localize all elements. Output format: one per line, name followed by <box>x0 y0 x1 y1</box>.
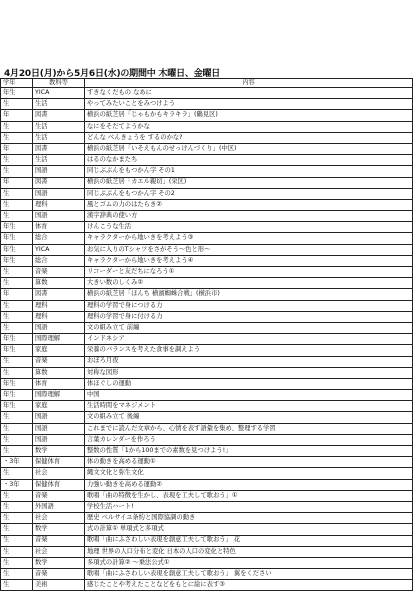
subject-cell: 理科 <box>33 199 85 210</box>
subject-cell: 音楽 <box>33 569 85 580</box>
grade-cell: 生 <box>1 412 33 423</box>
content-cell: リコーダーと友だちになろう① <box>85 267 413 278</box>
grade-cell: 生 <box>1 99 33 110</box>
content-cell: 理科の学習で身に付ける力 <box>85 311 413 322</box>
subject-cell: 国語 <box>33 211 85 222</box>
content-cell: 整数の性質「1から100までの素数を見つけよう!」 <box>85 446 413 457</box>
table-row <box>1 199 413 210</box>
table-row <box>1 423 413 434</box>
subject-cell: 理科 <box>33 300 85 311</box>
table-row <box>1 390 413 401</box>
grade-cell: 生 <box>1 155 33 166</box>
grade-cell: ・3年 <box>1 457 33 468</box>
grade-cell: 年生 <box>1 222 33 233</box>
content-cell: すきなくだもの なあに <box>85 88 413 99</box>
grade-cell: 年生 <box>1 233 33 244</box>
table-row <box>1 99 413 110</box>
table-row <box>1 535 413 546</box>
grade-cell: 年 <box>1 143 33 154</box>
table-row <box>1 412 413 423</box>
grade-cell: 年 <box>1 289 33 300</box>
content-cell: 学校生活ハート! <box>85 501 413 512</box>
content-cell: 同じぶぶんをもつかん字 その2 <box>85 188 413 199</box>
grade-cell: 生 <box>1 121 33 132</box>
subject-cell: 国語 <box>33 188 85 199</box>
table-row <box>1 569 413 580</box>
subject-cell: 保健体育 <box>33 457 85 468</box>
table-row <box>1 546 413 557</box>
subject-cell: 数学 <box>33 524 85 535</box>
table-row <box>1 166 413 177</box>
grade-cell: 生 <box>1 278 33 289</box>
content-cell: 体ほぐしの運動 <box>85 378 413 389</box>
grade-cell: 生 <box>1 322 33 333</box>
grade-cell: 年生 <box>1 390 33 401</box>
table-row <box>1 524 413 535</box>
table-row <box>1 278 413 289</box>
table-row <box>1 367 413 378</box>
period-heading: 4月20日(月)から5月6日(水)の期間中 木曜日、金曜日 <box>4 69 221 79</box>
grade-cell: 年生 <box>1 378 33 389</box>
subject-cell: 数学 <box>33 557 85 568</box>
content-cell: キャラクターから地いきを考えよう④ <box>85 255 413 266</box>
content-cell: おぼろ月夜 <box>85 356 413 367</box>
subject-cell: 生活 <box>33 155 85 166</box>
content-cell: 体の動きを高める運動① <box>85 457 413 468</box>
content-cell: 栄養のバランスを考えた食事を調えよう <box>85 345 413 356</box>
content-cell: 多項式の計算② ～乗法公式① <box>85 557 413 568</box>
table-row <box>1 513 413 524</box>
subject-cell: 算数 <box>33 367 85 378</box>
content-cell: けんこうな生活 <box>85 222 413 233</box>
content-cell: 同じぶぶんをもつかん字 その1 <box>85 166 413 177</box>
content-cell: 感じたことや考えたことなどをもとに絵に表す③ <box>85 580 413 591</box>
subject-cell: 社会 <box>33 546 85 557</box>
subject-cell: YICA <box>33 244 85 255</box>
table-row <box>1 143 413 154</box>
table-row <box>1 267 413 278</box>
grade-cell: 生 <box>1 267 33 278</box>
subject-cell: 生活 <box>33 132 85 143</box>
grade-cell: 年生 <box>1 88 33 99</box>
subject-cell: 生活 <box>33 121 85 132</box>
table-row <box>1 434 413 445</box>
table-row <box>1 132 413 143</box>
grade-column-header: 学年 <box>1 79 33 88</box>
content-cell: 地理 世界の人口分布と変化 日本の人口の変化と特色 <box>85 546 413 557</box>
grade-cell: 生 <box>1 524 33 535</box>
content-cell: 漢字辞典の使い方 <box>85 211 413 222</box>
schedule-rows <box>1 88 413 591</box>
subject-cell: 国際理解 <box>33 390 85 401</box>
schedule-table <box>0 78 413 591</box>
table-row <box>1 356 413 367</box>
grade-cell: 生 <box>1 546 33 557</box>
content-cell: なにをそだてようかな <box>85 121 413 132</box>
table-row <box>1 311 413 322</box>
table-row <box>1 322 413 333</box>
subject-cell: 外国語 <box>33 501 85 512</box>
table-row <box>1 110 413 121</box>
content-cell: 大きい数のしくみ② <box>85 278 413 289</box>
subject-cell: 国際理解 <box>33 334 85 345</box>
subject-cell: 国語 <box>33 412 85 423</box>
grade-cell: 生 <box>1 211 33 222</box>
content-cell: 式の計算① 単項式と多項式 <box>85 524 413 535</box>
content-cell: やってみたいことをみつけよう <box>85 99 413 110</box>
content-cell: 歌唱「曲にふさわしい表現を創意工夫して歌おう」 花 <box>85 535 413 546</box>
grade-cell: 年生 <box>1 334 33 345</box>
grade-cell: 年生 <box>1 244 33 255</box>
grade-cell: 生 <box>1 569 33 580</box>
content-cell: 対称な図形 <box>85 367 413 378</box>
grade-cell: 生 <box>1 468 33 479</box>
content-cell: 文の組み立て 後編 <box>85 412 413 423</box>
subject-cell: 家庭 <box>33 401 85 412</box>
table-row <box>1 490 413 501</box>
table-row <box>1 378 413 389</box>
content-cell: 風とゴムの力のはたらき② <box>85 199 413 210</box>
grade-cell: 生 <box>1 535 33 546</box>
subject-column-header: 教科等 <box>33 79 85 88</box>
content-cell: お気に入りのTシャツをさがそう～色と形～ <box>85 244 413 255</box>
subject-cell: 算数 <box>33 278 85 289</box>
content-cell: 理科の学習で身につける力 <box>85 300 413 311</box>
subject-cell: 音楽 <box>33 267 85 278</box>
table-row <box>1 468 413 479</box>
subject-cell: 体育 <box>33 378 85 389</box>
table-row <box>1 501 413 512</box>
grade-cell: 生 <box>1 434 33 445</box>
grade-cell: 生 <box>1 513 33 524</box>
content-cell: 横浜の紙芝居「ほんち 横濱蜘蛛合戦」(横浜市) <box>85 289 413 300</box>
subject-cell: 国語 <box>33 166 85 177</box>
table-row <box>1 121 413 132</box>
content-cell: インドネシア <box>85 334 413 345</box>
table-row <box>1 255 413 266</box>
subject-cell: 美術 <box>33 580 85 591</box>
grade-cell: ・3年 <box>1 479 33 490</box>
subject-cell: 総合 <box>33 233 85 244</box>
content-column-header: 内容 <box>85 79 413 88</box>
table-row <box>1 211 413 222</box>
subject-cell: 国語 <box>33 322 85 333</box>
grade-cell: 生 <box>1 166 33 177</box>
table-row <box>1 457 413 468</box>
subject-cell: 総合 <box>33 255 85 266</box>
table-row <box>1 244 413 255</box>
grade-cell: 年 <box>1 110 33 121</box>
table-row <box>1 401 413 412</box>
table-row <box>1 446 413 457</box>
table-row <box>1 222 413 233</box>
content-cell: 横浜の紙芝居「いそえもんのせっけんづくり」(中区) <box>85 143 413 154</box>
content-cell: 言葉カレンダーを作ろう <box>85 434 413 445</box>
content-cell: 縄文文化と弥生文化 <box>85 468 413 479</box>
subject-cell: 社会 <box>33 513 85 524</box>
table-row <box>1 334 413 345</box>
subject-cell: 国語 <box>33 434 85 445</box>
grade-cell: 生 <box>1 490 33 501</box>
content-cell: 生活時間をマネジメント <box>85 401 413 412</box>
grade-cell: 生 <box>1 446 33 457</box>
grade-cell: 年 <box>1 177 33 188</box>
content-cell: 歌唱「曲にふさわしい表現を創意工夫して歌おう」 翼をください <box>85 569 413 580</box>
grade-cell: 生 <box>1 188 33 199</box>
table-row <box>1 557 413 568</box>
content-cell: 文の組み立て 前編 <box>85 322 413 333</box>
grade-cell: 生 <box>1 300 33 311</box>
content-cell: 歴史 ベルサイユ条約と国際協調の動き <box>85 513 413 524</box>
subject-cell: 図書 <box>33 110 85 121</box>
grade-cell: 生 <box>1 367 33 378</box>
grade-cell: 年生 <box>1 345 33 356</box>
table-row <box>1 233 413 244</box>
content-cell: キャラクターから地いきを考えよう③ <box>85 233 413 244</box>
content-cell: これまでに読んだ文章から、心情を表す語彙を集め、整理する学習 <box>85 423 413 434</box>
grade-cell: 生 <box>1 356 33 367</box>
subject-cell: 図書 <box>33 289 85 300</box>
table-row <box>1 479 413 490</box>
grade-cell: 生 <box>1 199 33 210</box>
grade-cell: 生 <box>1 132 33 143</box>
subject-cell: 図書 <box>33 177 85 188</box>
grade-cell: 生 <box>1 580 33 591</box>
subject-cell: YICA <box>33 88 85 99</box>
subject-cell: 生活 <box>33 99 85 110</box>
grade-cell: 生 <box>1 501 33 512</box>
grade-cell: 生 <box>1 557 33 568</box>
table-header-row <box>1 79 413 88</box>
grade-cell: 年生 <box>1 255 33 266</box>
table-row <box>1 580 413 591</box>
table-row <box>1 188 413 199</box>
subject-cell: 体育 <box>33 222 85 233</box>
subject-cell: 図書 <box>33 143 85 154</box>
content-cell: 中国 <box>85 390 413 401</box>
subject-cell: 音楽 <box>33 490 85 501</box>
grade-cell: 生 <box>1 423 33 434</box>
subject-cell: 国語 <box>33 423 85 434</box>
content-cell: はるのなかまたち <box>85 155 413 166</box>
content-cell: 横浜の紙芝居「カエル親切」(栄区) <box>85 177 413 188</box>
subject-cell: 保健体育 <box>33 479 85 490</box>
table-row <box>1 88 413 99</box>
grade-cell: 年生 <box>1 401 33 412</box>
content-cell: 力強い動きを高める運動② <box>85 479 413 490</box>
table-row <box>1 289 413 300</box>
subject-cell: 家庭 <box>33 345 85 356</box>
subject-cell: 音楽 <box>33 535 85 546</box>
subject-cell: 社会 <box>33 468 85 479</box>
subject-cell: 数学 <box>33 446 85 457</box>
table-row <box>1 177 413 188</box>
content-cell: 歌唱「曲の特徴を生かし、表現を工夫して歌おう」① <box>85 490 413 501</box>
subject-cell: 理科 <box>33 311 85 322</box>
grade-cell: 生 <box>1 311 33 322</box>
content-cell: 横浜の紙芝居「じゃもかもキラキラ」(鶴見区) <box>85 110 413 121</box>
table-row <box>1 345 413 356</box>
table-row <box>1 155 413 166</box>
content-cell: どんな べんきょうを するのかな? <box>85 132 413 143</box>
subject-cell: 音楽 <box>33 356 85 367</box>
table-row <box>1 300 413 311</box>
